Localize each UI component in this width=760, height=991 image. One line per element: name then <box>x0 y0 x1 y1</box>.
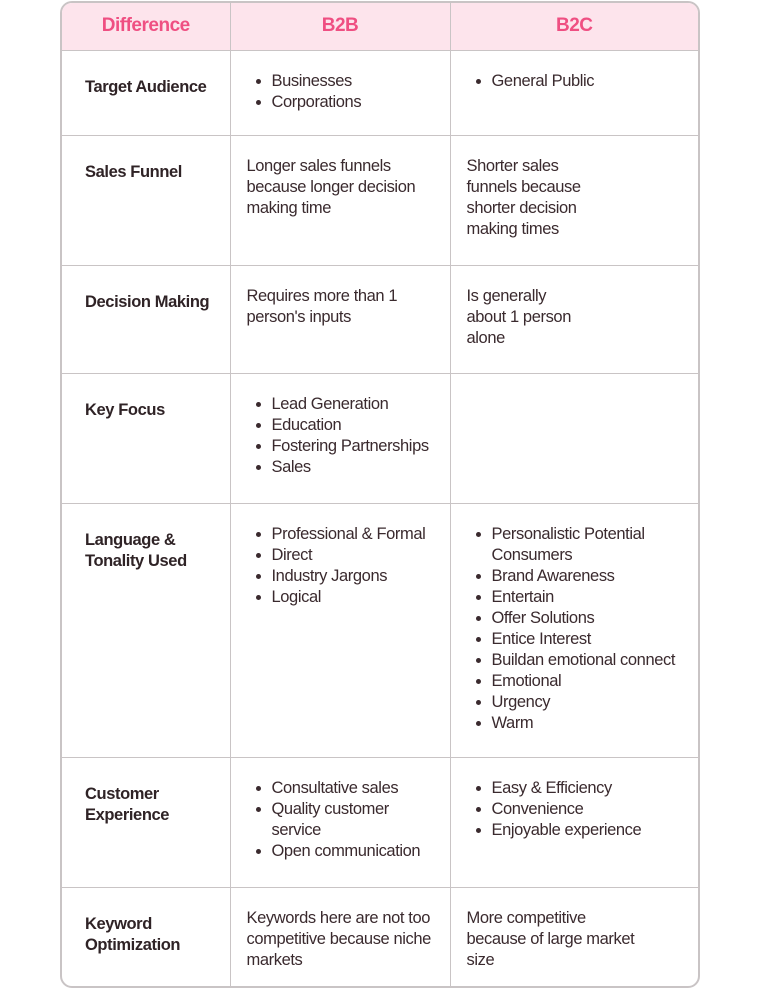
header-b2b: B2B <box>230 3 450 50</box>
b2b-text-line: Requires more than 1 <box>246 286 398 305</box>
b2b-cell-sales-funnel <box>230 135 450 265</box>
list-item: • Entertain <box>492 587 685 608</box>
row-label-cell <box>62 135 230 265</box>
b2c-cell-decision-making <box>450 265 698 373</box>
list-item: • General Public <box>492 71 685 92</box>
table-row <box>62 887 698 988</box>
b2c-text-line: size <box>466 950 495 969</box>
header-row <box>62 3 698 50</box>
row-label-language-tonality-used: Language & Tonality Used <box>85 530 187 570</box>
b2b-list <box>247 524 436 608</box>
b2b-text-line: person's inputs <box>246 307 351 326</box>
b2b-cell-keyword-optimization <box>230 887 450 988</box>
list-item: • Convenience <box>492 799 685 820</box>
list-item: • Industry Jargons <box>272 566 436 587</box>
b2c-text-line: making times <box>466 219 559 238</box>
comparison-table-container <box>60 1 700 988</box>
b2b-text-line: competitive because niche <box>246 929 431 948</box>
b2b-list <box>247 71 436 113</box>
row-label-cell <box>62 265 230 373</box>
row-label-cell <box>62 50 230 135</box>
header-b2c: B2C <box>450 3 698 50</box>
b2b-text-line: because longer decision <box>246 177 416 196</box>
b2b-cell-key-focus <box>230 373 450 503</box>
b2c-list <box>467 524 685 734</box>
b2c-text-line: alone <box>466 328 505 347</box>
b2c-text-line: Shorter sales <box>466 156 559 175</box>
list-item: • Consultative sales <box>272 778 436 799</box>
b2c-text-line: More competitive <box>466 908 586 927</box>
list-item: • Urgency <box>492 692 685 713</box>
row-label-sales-funnel: Sales Funnel <box>85 162 182 181</box>
b2c-cell-key-focus <box>450 373 698 503</box>
list-item: • Buildan emotional connect <box>492 650 685 671</box>
list-item: • Businesses <box>272 71 436 92</box>
list-item: • Quality customer service <box>272 799 436 841</box>
list-item: • Sales <box>272 457 436 478</box>
list-item: • Brand Awareness <box>492 566 685 587</box>
b2b-cell-customer-experience <box>230 757 450 887</box>
b2c-cell-language-tonality-used <box>450 503 698 757</box>
b2b-text-line: markets <box>246 950 303 969</box>
table-row <box>62 265 698 373</box>
list-item: • Lead Generation <box>272 394 436 415</box>
table-row <box>62 503 698 757</box>
row-label-cell <box>62 757 230 887</box>
list-item: • Fostering Partnerships <box>272 436 436 457</box>
row-label-key-focus: Key Focus <box>85 400 165 419</box>
b2c-list <box>467 778 685 841</box>
b2c-text-line: about 1 person <box>466 307 571 326</box>
b2c-list <box>467 71 685 92</box>
list-item: • Direct <box>272 545 436 566</box>
b2b-text-line: Longer sales funnels <box>246 156 391 175</box>
b2c-text-line: because of large market <box>466 929 635 948</box>
list-item: • Warm <box>492 713 685 734</box>
table-row <box>62 135 698 265</box>
b2c-text-line: Is generally <box>466 286 547 305</box>
list-item: • Enjoyable experience <box>492 820 685 841</box>
list-item: • Personalistic Potential Consumers <box>492 524 685 566</box>
b2c-cell-keyword-optimization <box>450 887 698 988</box>
header-difference: Difference <box>62 3 230 50</box>
table-row <box>62 757 698 887</box>
list-item: • Professional & Formal <box>272 524 436 545</box>
list-item: • Easy & Efficiency <box>492 778 685 799</box>
b2b-cell-language-tonality-used <box>230 503 450 757</box>
b2b-list <box>247 778 436 862</box>
b2c-cell-customer-experience <box>450 757 698 887</box>
list-item: • Open communication <box>272 841 436 862</box>
list-item: • Emotional <box>492 671 685 692</box>
b2b-cell-target-audience <box>230 50 450 135</box>
row-label-cell <box>62 887 230 988</box>
row-label-customer-experience: Customer Experience <box>85 784 170 824</box>
row-label-keyword-optimization: Keyword Optimization <box>85 914 181 954</box>
list-item: • Corporations <box>272 92 436 113</box>
b2b-list <box>247 394 436 478</box>
list-item: • Entice Interest <box>492 629 685 650</box>
list-item: • Education <box>272 415 436 436</box>
b2b-vs-b2c-table <box>62 3 698 988</box>
row-label-cell <box>62 373 230 503</box>
table-row <box>62 50 698 135</box>
table-row <box>62 373 698 503</box>
row-label-cell <box>62 503 230 757</box>
b2c-cell-target-audience <box>450 50 698 135</box>
b2b-text-line: making time <box>246 198 332 217</box>
row-label-target-audience: Target Audience <box>85 77 207 96</box>
list-item: • Logical <box>272 587 436 608</box>
b2b-cell-decision-making <box>230 265 450 373</box>
table-body <box>62 50 698 988</box>
b2b-text-line: Keywords here are not too <box>246 908 431 927</box>
list-item: • Offer Solutions <box>492 608 685 629</box>
b2c-cell-sales-funnel <box>450 135 698 265</box>
row-label-decision-making: Decision Making <box>85 292 210 311</box>
b2c-text-line: shorter decision <box>466 198 577 217</box>
b2c-text-line: funnels because <box>466 177 581 196</box>
